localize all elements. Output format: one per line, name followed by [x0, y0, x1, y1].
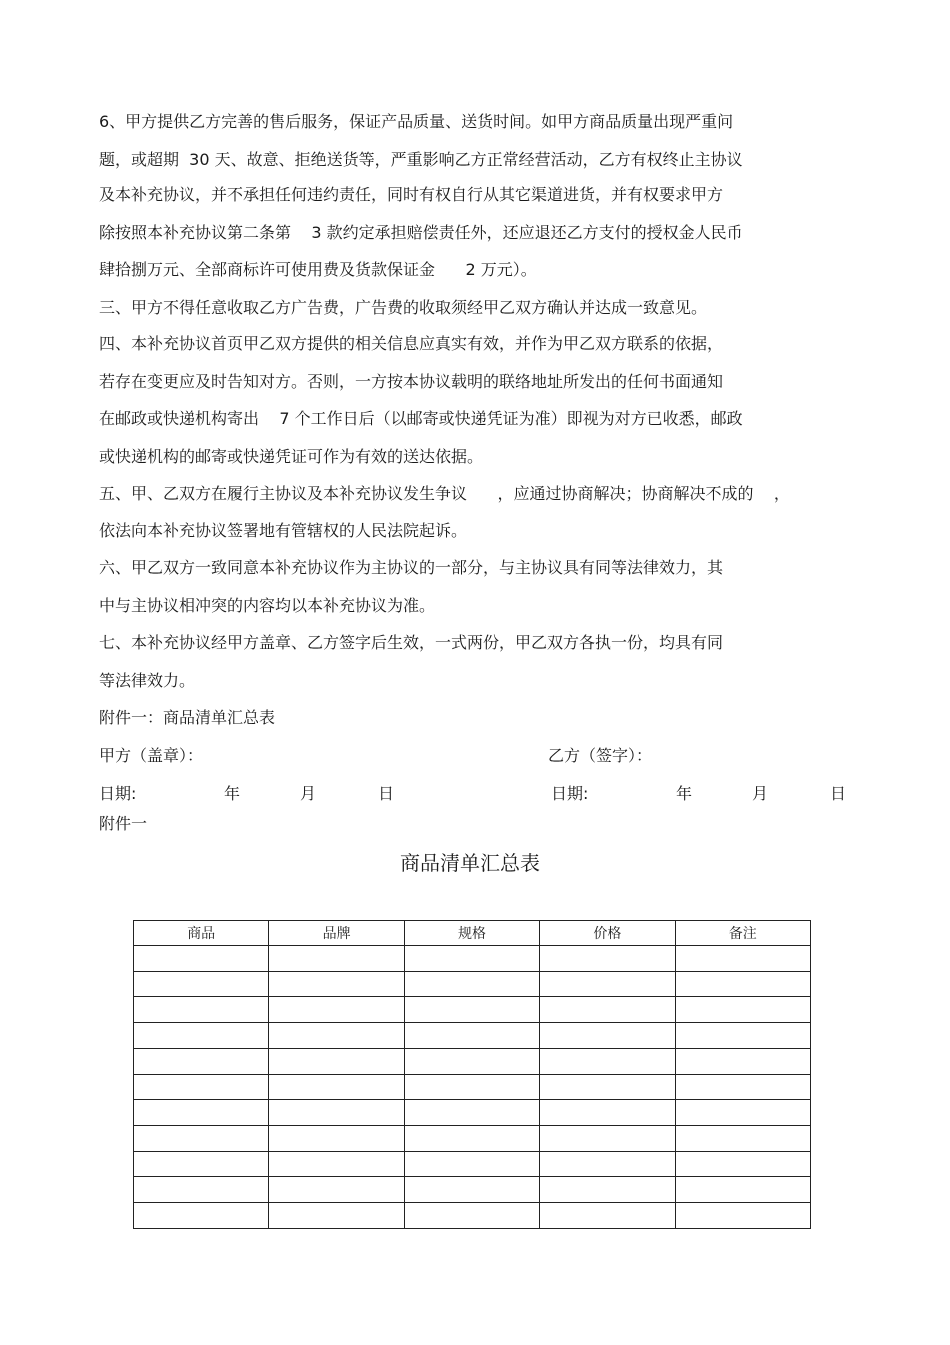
- table-cell: [540, 971, 675, 997]
- table-cell: [134, 1023, 269, 1049]
- table-cell: [269, 946, 404, 972]
- table-row: [134, 1126, 811, 1152]
- table-row: [134, 1203, 811, 1229]
- table-row: [134, 997, 811, 1023]
- table-cell: [540, 1023, 675, 1049]
- clause-4-line-3: 在邮政或快递机构寄出 7 个工作日后（以邮寄或快递凭证为准）即视为对方已收悉，邮政: [99, 409, 743, 428]
- party-b-day-label: 日: [830, 784, 847, 803]
- party-b-sign-label: 乙方（签字）：: [548, 746, 653, 765]
- clause-6b-line-2: 中与主协议相冲突的内容均以本补充协议为准。: [99, 596, 436, 615]
- table-cell: [269, 1126, 404, 1152]
- table-cell: [134, 997, 269, 1023]
- table-header-row: [134, 921, 811, 946]
- header-spec: 规格: [404, 921, 539, 946]
- table-title: 商品清单汇总表: [400, 851, 540, 875]
- table-cell: [134, 1151, 269, 1177]
- clause-6-line-2: 题，或超期 30 天、故意、拒绝送货等，严重影响乙方正常经营活动，乙方有权终止主协议: [99, 150, 743, 169]
- table-cell: [134, 1100, 269, 1126]
- table-cell: [675, 997, 810, 1023]
- party-a-seal-label: 甲方（盖章）：: [99, 746, 204, 765]
- table-cell: [540, 1151, 675, 1177]
- table-cell: [675, 1100, 810, 1126]
- table-cell: [675, 971, 810, 997]
- table-cell: [269, 1023, 404, 1049]
- header-price: 价格: [540, 921, 675, 946]
- table-cell: [404, 1126, 539, 1152]
- table-cell: [269, 997, 404, 1023]
- header-brand: 品牌: [269, 921, 404, 946]
- table-cell: [540, 946, 675, 972]
- clause-6-line-5: 肆拾捌万元、全部商标许可使用费及货款保证金 2 万元）。: [99, 260, 537, 279]
- attachment-reference: 附件一：商品清单汇总表: [99, 708, 276, 727]
- table-row: [134, 946, 811, 972]
- table-cell: [269, 1203, 404, 1229]
- clause-5-line-1: 五、甲、乙双方在履行主协议及本补充协议发生争议 ，应通过协商解决；协商解决不成的 ，: [99, 484, 790, 503]
- table-row: [134, 1048, 811, 1074]
- clause-7-line-1: 七、本补充协议经甲方盖章、乙方签字后生效，一式两份，甲乙双方各执一份，均具有同: [99, 633, 724, 652]
- table-cell: [269, 1177, 404, 1203]
- table-cell: [269, 1074, 404, 1100]
- table-row: [134, 1177, 811, 1203]
- table-cell: [540, 1074, 675, 1100]
- clause-5-line-2: 依法向本补充协议签署地有管辖权的人民法院起诉。: [99, 521, 468, 540]
- clause-6-line-4: 除按照本补充协议第二条第 3 款约定承担赔偿责任外，还应退还乙方支付的授权金人民币: [99, 223, 743, 242]
- table-body: [134, 946, 811, 1229]
- table-cell: [675, 1048, 810, 1074]
- table-cell: [675, 1023, 810, 1049]
- table-cell: [134, 946, 269, 972]
- table-cell: [540, 1100, 675, 1126]
- clause-7-line-2: 等法律效力。: [99, 671, 196, 690]
- clause-6b-line-1: 六、甲乙双方一致同意本补充协议作为主协议的一部分，与主协议具有同等法律效力，其: [99, 558, 724, 577]
- party-b-month-label: 月: [752, 784, 769, 803]
- table-cell: [404, 1074, 539, 1100]
- table-cell: [404, 1023, 539, 1049]
- table-row: [134, 971, 811, 997]
- table-cell: [269, 1048, 404, 1074]
- table-cell: [675, 1151, 810, 1177]
- table-cell: [404, 1151, 539, 1177]
- table-cell: [675, 1203, 810, 1229]
- party-a-year-label: 年: [224, 784, 241, 803]
- table-cell: [269, 971, 404, 997]
- party-a-month-label: 月: [300, 784, 317, 803]
- party-b-year-label: 年: [676, 784, 693, 803]
- table-cell: [404, 1177, 539, 1203]
- clause-6-line-3: 及本补充协议，并不承担任何违约责任，同时有权自行从其它渠道进货，并有权要求甲方: [99, 185, 724, 204]
- clause-4-line-1: 四、本补充协议首页甲乙双方提供的相关信息应真实有效，并作为甲乙双方联系的依据，: [99, 334, 724, 353]
- table-row: [134, 1023, 811, 1049]
- table-cell: [269, 1100, 404, 1126]
- header-goods: 商品: [134, 921, 269, 946]
- table-cell: [540, 1203, 675, 1229]
- table-cell: [540, 1048, 675, 1074]
- table-cell: [404, 971, 539, 997]
- table-row: [134, 1100, 811, 1126]
- party-b-date-label: 日期:: [551, 784, 589, 803]
- table-cell: [675, 1074, 810, 1100]
- table-cell: [404, 1048, 539, 1074]
- table-cell: [269, 1151, 404, 1177]
- table-cell: [540, 1126, 675, 1152]
- table-row: [134, 1151, 811, 1177]
- table-row: [134, 1074, 811, 1100]
- table-cell: [540, 1177, 675, 1203]
- table-cell: [404, 946, 539, 972]
- table-cell: [134, 1177, 269, 1203]
- table-cell: [540, 997, 675, 1023]
- party-a-day-label: 日: [378, 784, 395, 803]
- table-cell: [404, 997, 539, 1023]
- clause-3-line-1: 三、甲方不得任意收取乙方广告费，广告费的收取须经甲乙双方确认并达成一致意见。: [99, 298, 708, 317]
- table-cell: [134, 1048, 269, 1074]
- clause-4-line-4: 或快递机构的邮寄或快递凭证可作为有效的送达依据。: [99, 447, 484, 466]
- clause-6-line-1: 6、甲方提供乙方完善的售后服务，保证产品质量、送货时间。如甲方商品质量出现严重问: [99, 112, 734, 131]
- table-cell: [134, 1074, 269, 1100]
- party-a-date-label: 日期:: [99, 784, 137, 803]
- table-cell: [675, 946, 810, 972]
- clause-4-line-2: 若存在变更应及时告知对方。否则，一方按本协议载明的联络地址所发出的任何书面通知: [99, 372, 724, 391]
- table-cell: [675, 1126, 810, 1152]
- goods-summary-table: [133, 920, 811, 1229]
- table-cell: [134, 1126, 269, 1152]
- table-cell: [404, 1100, 539, 1126]
- table-cell: [134, 1203, 269, 1229]
- table-cell: [404, 1203, 539, 1229]
- table-cell: [675, 1177, 810, 1203]
- table-cell: [134, 971, 269, 997]
- header-remarks: 备注: [675, 921, 810, 946]
- attachment-label: 附件一: [99, 814, 148, 833]
